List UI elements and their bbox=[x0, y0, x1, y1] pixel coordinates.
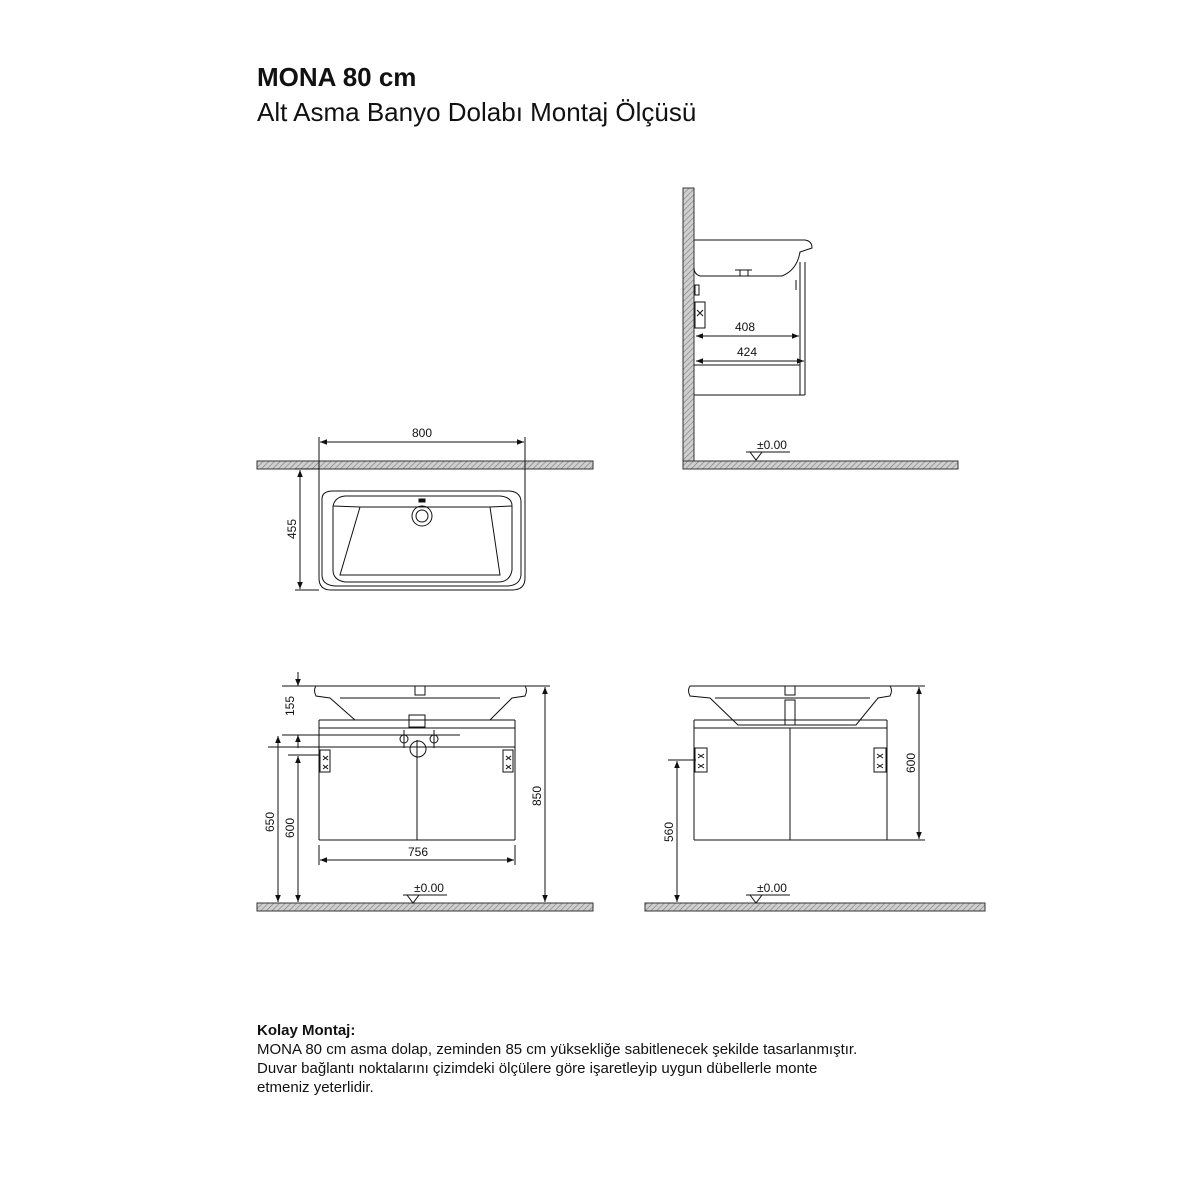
dim-label-650: 650 bbox=[263, 811, 277, 833]
hanger-right bbox=[503, 750, 513, 772]
side-view bbox=[683, 188, 958, 469]
dim-label-424: 424 bbox=[736, 345, 758, 359]
dim-label-455: 455 bbox=[285, 518, 299, 540]
dim-label-600: 600 bbox=[283, 817, 297, 839]
notes-heading: Kolay Montaj: bbox=[257, 1022, 356, 1039]
overflow-hole bbox=[415, 686, 425, 695]
hanger-left bbox=[320, 750, 330, 772]
drawing-subtitle: Alt Asma Banyo Dolabı Montaj Ölçüsü bbox=[257, 97, 697, 127]
dim-label-850: 850 bbox=[530, 785, 544, 807]
basin-bowl bbox=[340, 507, 500, 575]
hanger-right bbox=[874, 748, 886, 772]
level-label-side: ±0.00 bbox=[757, 438, 787, 452]
dim-label-800: 800 bbox=[411, 426, 433, 440]
drain-inner bbox=[416, 510, 428, 522]
dim-label-600-back: 600 bbox=[904, 752, 918, 774]
dim-label-756: 756 bbox=[407, 845, 429, 859]
wall-plan bbox=[257, 461, 593, 469]
floor bbox=[683, 461, 958, 469]
dim-label-155: 155 bbox=[283, 695, 297, 717]
installation-notes bbox=[257, 1021, 857, 1097]
dim-label-560: 560 bbox=[662, 821, 676, 843]
basin-profile bbox=[694, 240, 812, 276]
wall-bracket bbox=[695, 302, 705, 328]
level-mark bbox=[407, 895, 419, 903]
siphon-pipe bbox=[410, 741, 426, 757]
back-view bbox=[645, 686, 985, 911]
floor-front bbox=[257, 903, 593, 911]
level-mark bbox=[750, 452, 762, 460]
drain-profile bbox=[735, 270, 752, 276]
basin-back bbox=[689, 686, 892, 725]
basin-rim bbox=[322, 491, 521, 586]
hanger-left bbox=[695, 748, 707, 772]
notes-line-1: MONA 80 cm asma dolap, zeminden 85 cm yüksekliğe sabitlenecek şekilde tasarlanmıştır. bbox=[257, 1041, 858, 1058]
level-mark bbox=[750, 895, 762, 903]
level-label-front: ±0.00 bbox=[414, 881, 444, 895]
level-label-back: ±0.00 bbox=[757, 881, 787, 895]
top-view bbox=[257, 437, 593, 590]
drain-outer bbox=[412, 506, 432, 526]
dim-label-408: 408 bbox=[734, 320, 756, 334]
notes-line-3: etmeniz yeterlidir. bbox=[257, 1079, 374, 1096]
wall bbox=[683, 188, 694, 468]
basin-outline bbox=[319, 469, 525, 590]
floor-back bbox=[645, 903, 985, 911]
drawing-title: MONA 80 cm bbox=[257, 62, 417, 92]
notes-line-2: Duvar bağlantı noktalarını çizimdeki ölçülere göre işaretleyip uygun dübellerle monte bbox=[257, 1060, 818, 1077]
